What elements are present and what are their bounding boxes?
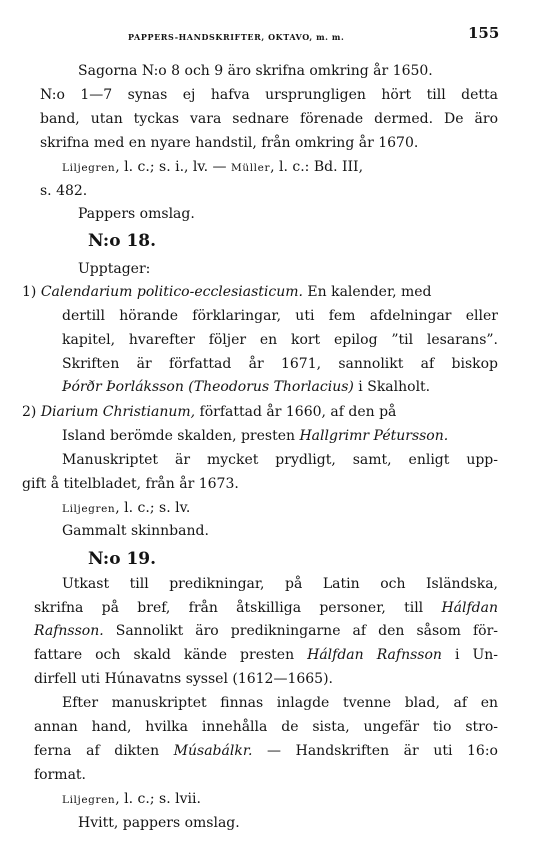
text-line: skrifna med en nyare handstil, från omkring år 1670.: [40, 135, 419, 151]
text-line: Rafnsson. Sannolikt äro predikningarne af den såsom för-: [34, 623, 498, 639]
text-line: dertill hörande förklaringar, uti fem afdelningar eller: [62, 308, 498, 324]
page-number: 155: [468, 24, 500, 42]
text-line: s. 482.: [40, 183, 88, 199]
text-line: Manuskriptet är mycket prydligt, samt, enligt upp-: [62, 452, 498, 468]
text-line: Utkast till predikningar, på Latin och Isländska,: [62, 576, 498, 592]
list-item: 1) Calendarium politico-ecclesiasticum. En kalender, med: [22, 284, 432, 300]
list-item: 2) Diarium Christianum, författad år 1660, af den på: [22, 404, 397, 420]
text-line: Gammalt skinnband.: [62, 523, 209, 539]
text-line: skrifna på bref, från åtskilliga personer, till Hálfdan: [34, 600, 498, 616]
section-heading: N:o 19.: [88, 549, 157, 569]
text-line: Upptager:: [78, 261, 151, 277]
section-heading: N:o 18.: [88, 231, 157, 251]
text-line: Pappers omslag.: [78, 206, 195, 222]
text-line: format.: [34, 767, 87, 783]
citation-line: Liljegren, l. c.; s. lv.: [62, 500, 191, 516]
text-line: Sagorna N:o 8 och 9 äro skrifna omkring år 1650.: [78, 63, 433, 79]
citation-line: Liljegren, l. c.; s. i., lv. — Müller, l. c.: Bd. III,: [62, 159, 364, 175]
text-line: N:o 1—7 synas ej hafva ursprungligen hört till detta: [40, 87, 498, 103]
text-line: Efter manuskriptet finnas inlagde tvenne blad, af en: [62, 695, 498, 711]
running-header: PAPPERS-HANDSKRIFTER, OKTAVO, m. m.: [128, 32, 345, 42]
text-line: gift å titelbladet, från år 1673.: [22, 476, 239, 492]
text-line: dirfell uti Húnavatns syssel (1612—1665).: [34, 671, 334, 687]
text-line: Island berömde skalden, presten Hallgrimr Pétursson.: [62, 428, 449, 444]
text-line: Þórðr Þorláksson (Theodorus Thorlacius) i Skalholt.: [62, 379, 431, 395]
text-line: kapitel, hvarefter följer en kort epilog ”til lesarans”.: [62, 332, 498, 348]
text-line: band, utan tyckas vara sednare förenade dermed. De äro: [40, 111, 498, 127]
text-line: Hvitt, pappers omslag.: [78, 815, 240, 831]
text-line: ferna af dikten Músabálkr. — Handskriften är uti 16:o: [34, 743, 498, 759]
text-line: fattare och skald kände presten Hálfdan Rafnsson i Un-: [34, 647, 498, 663]
citation-line: Liljegren, l. c.; s. lvii.: [62, 791, 201, 807]
text-line: annan hand, hvilka innehålla de sista, ungefär tio stro-: [34, 719, 498, 735]
text-line: Skriften är författad år 1671, sannolikt af biskop: [62, 356, 498, 372]
